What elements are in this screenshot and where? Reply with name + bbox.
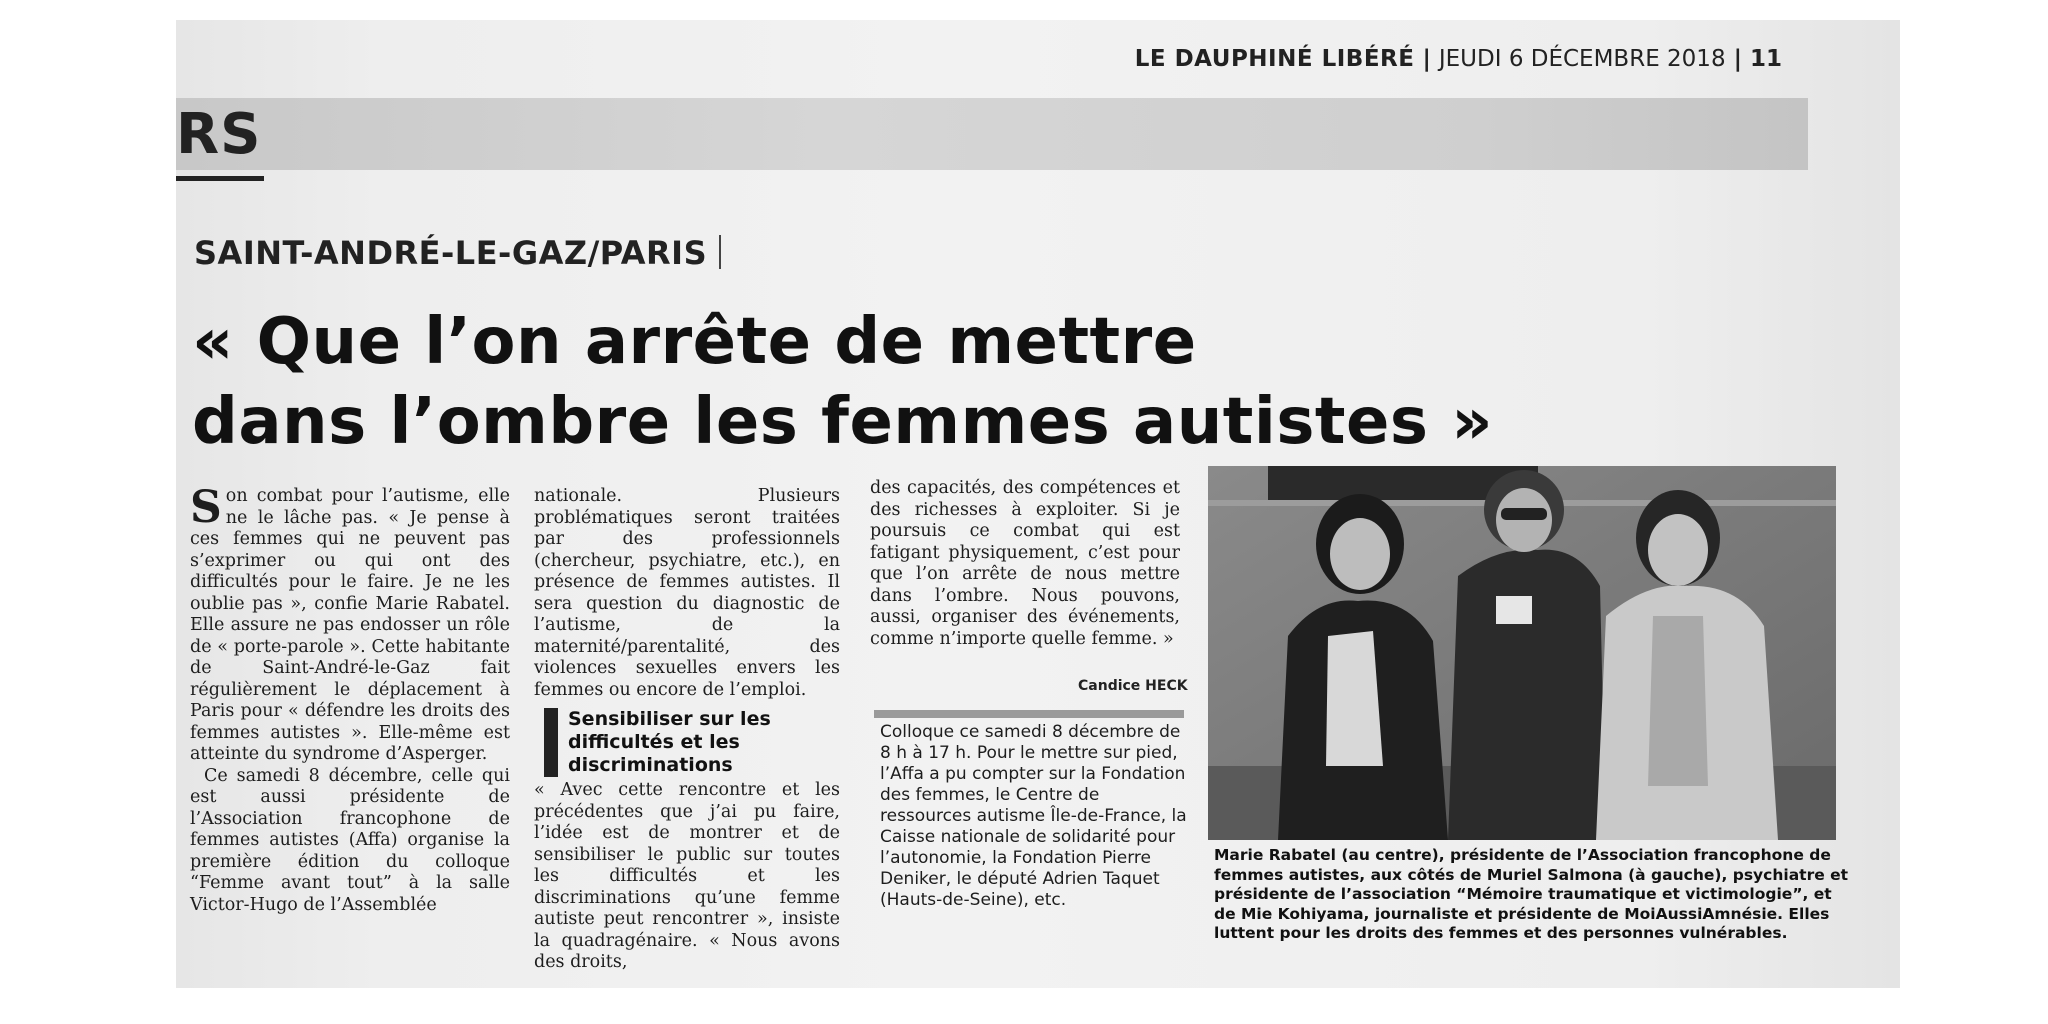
article-kicker — [194, 234, 721, 272]
paragraph: « Avec cette rencontre et les précédentes que j’ai pu faire, l’idée est de montrer et de sensibiliser le public sur toutes les difficultés et les discriminations qu’une femme autiste peut rencontrer », insiste la quadragénaire. « Nous avons des droits, — [534, 780, 840, 972]
intro-text: on combat pour l’autisme, elle ne le lâche pas. « Je pense à ces femmes qui ne peuvent pas s’exprimer ou qui ont des difficultés pour le faire. Je ne les oublie pas », confie Marie Rabatel. Elle assure ne pas endosser un rôle de « porte-parole ». Cette habitante de Saint-André-le-Gaz fait régulièrement le déplacement à Paris pour « défendre les droits des femmes autistes ». Elle-même est atteinte du syndrome d’Asperger. — [190, 486, 510, 764]
article-photo — [1208, 466, 1836, 840]
article-column-3 — [870, 478, 1180, 650]
masthead — [1135, 46, 1782, 72]
issue-date: JEUDI 6 DÉCEMBRE 2018 — [1438, 46, 1726, 72]
drop-cap: S — [190, 482, 222, 533]
paragraph: nationale. Plusieurs problématiques seront traitées par des professionnels (chercheur, psychiatre, etc.), en présence de femmes autistes. Il sera question du diagnostic de l’autisme, de la maternité/parentalité, des violences sexuelles envers les femmes ou encore de l’emploi. — [534, 486, 840, 700]
author-byline: Candice HECK — [1078, 678, 1188, 694]
intro-paragraph — [190, 482, 510, 766]
headline-line-1: « Que l’on arrête de mettre — [192, 305, 1197, 379]
photo-caption: Marie Rabatel (au centre), présidente de l’Association francophone de femmes autistes, aux côtés de Muriel Salmona (à gauche), psychiatre et présidente de l’association “Mémoire traumatique et victimologie”, et de Mie Kohiyama, journaliste et présidente de MoiAussiAmnésie. Elles luttent pour les droits des femmes et des personnes vulnérables. — [1214, 846, 1849, 942]
paragraph: des capacités, des compétences et des richesses à exploiter. Si je poursuis ce combat qui est fatigant physiquement, c’est pour que l’on arrête de nous mettre dans l’ombre. Nous pouvons, aussi, organiser des événements, comme n’importe quelle femme. » — [870, 478, 1180, 649]
infobox-rule — [874, 710, 1184, 718]
paragraph: Ce samedi 8 décembre, celle qui est aussi présidente de l’Association francophone de femmes autistes (Affa) organise la première édition du colloque “Femme avant tout” à la salle Victor-Hugo de l’Assemblée — [190, 765, 510, 915]
section-band — [176, 98, 1808, 170]
headline-line-2: dans l’ombre les femmes autistes » — [192, 385, 1494, 459]
page-number: 11 — [1749, 46, 1782, 72]
article-headline — [192, 302, 1752, 462]
masthead-separator: | — [1422, 46, 1431, 72]
newspaper-page — [176, 20, 1900, 988]
article-column-2-continued — [534, 780, 840, 974]
article-column-1 — [190, 482, 510, 916]
newspaper-name: LE DAUPHINÉ LIBÉRÉ — [1134, 46, 1415, 72]
masthead-separator: | — [1733, 46, 1742, 72]
article-subheading: Sensibiliser sur les difficultés et les discriminations — [544, 708, 868, 777]
photo-illustration — [1208, 466, 1836, 840]
article-column-2 — [534, 486, 840, 701]
kicker-text: SAINT-ANDRÉ-LE-GAZ/PARIS — [194, 234, 708, 272]
section-label: RS — [176, 102, 262, 167]
event-infobox: Colloque ce samedi 8 décembre de 8 h à 17 h. Pour le mettre sur pied, l’Affa a pu compter sur la Fondation des femmes, le Centre de ressources autisme Île-de-France, la Caisse nationale de solidarité pour l’autonomie, la Fondation Pierre Deniker, le député Adrien Taquet (Hauts-de-Seine), etc. — [880, 722, 1187, 910]
section-rule — [176, 176, 264, 181]
kicker-bar — [719, 235, 721, 269]
